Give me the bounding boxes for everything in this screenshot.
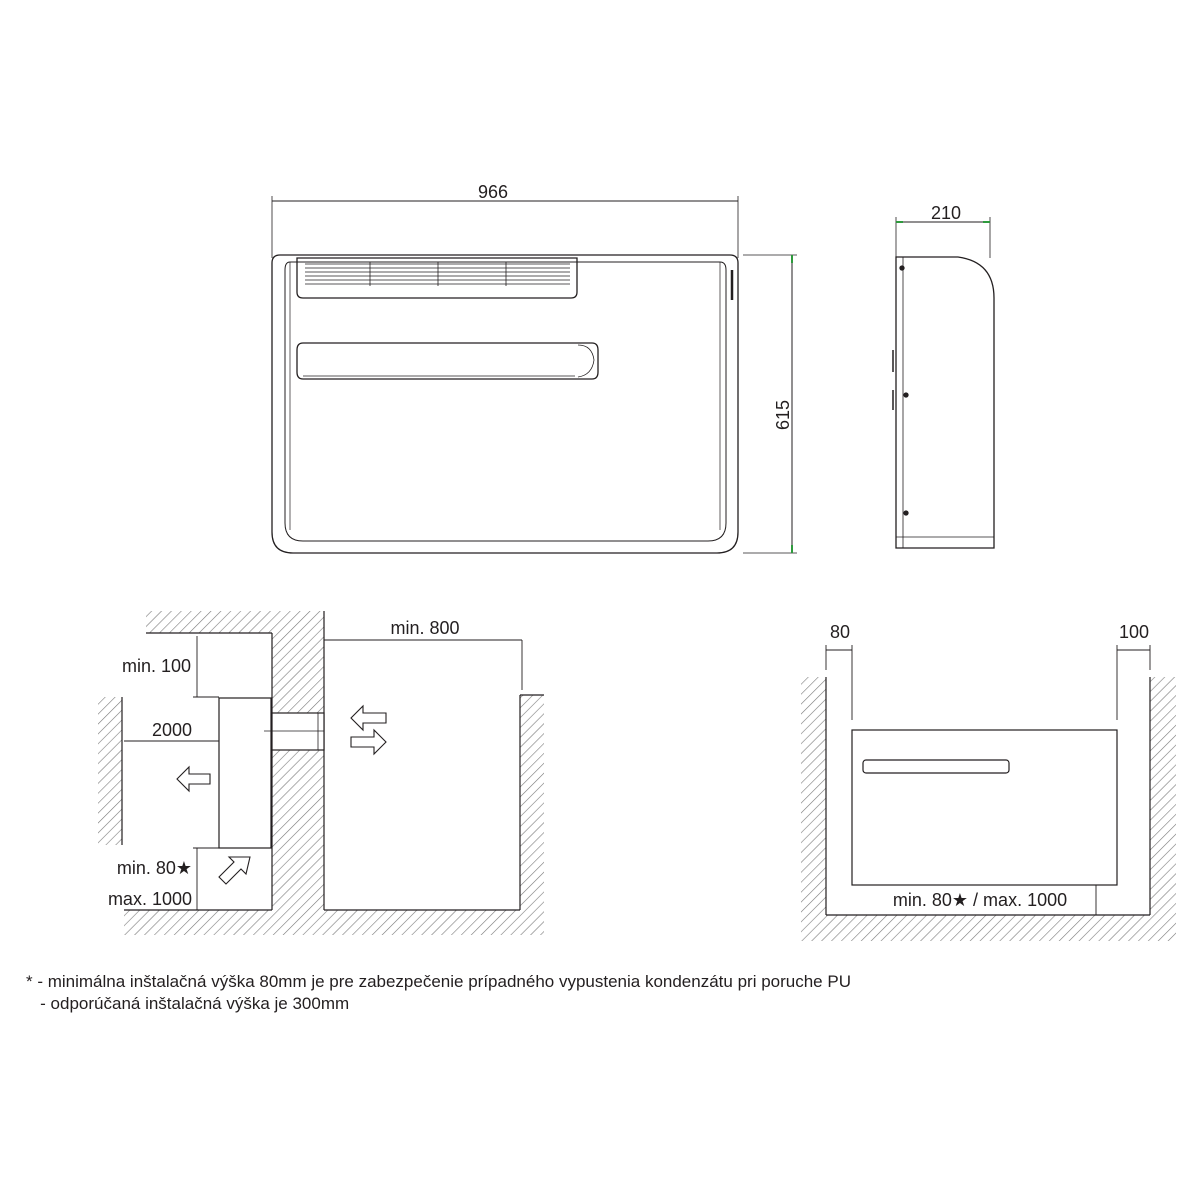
right-clearance-label: 100 — [1118, 622, 1150, 642]
min-top-label: min. 100 — [121, 656, 191, 676]
outside-wall-hatch — [98, 697, 122, 845]
height-dimension-label: 615 — [773, 399, 793, 431]
intake-right-arrow — [351, 706, 386, 730]
intake-up-arrow — [219, 857, 250, 884]
side-view — [893, 217, 994, 548]
floor-clearance-label: min. 80★ / max. 1000 — [892, 890, 1068, 910]
unit-front-panel — [285, 262, 726, 541]
control-display-bar — [297, 343, 598, 379]
wall-duct — [272, 713, 324, 750]
front-view — [272, 196, 738, 553]
unit-side-section — [219, 698, 271, 848]
exhaust-left-arrow — [177, 767, 210, 791]
min-bottom-label: min. 80★ — [116, 858, 192, 878]
min-front-label: min. 800 — [390, 618, 460, 638]
side-profile — [896, 257, 994, 548]
max-bottom-label: max. 1000 — [107, 889, 192, 909]
depth-dimension-label: 210 — [930, 203, 962, 223]
width-dimension-label: 966 — [477, 182, 509, 202]
exhaust-right-arrow — [351, 730, 386, 754]
top-air-grille — [297, 258, 577, 298]
footnote-line-2: - odporúčaná inštalačná výška je 300mm — [26, 994, 350, 1013]
left-clearance-label: 80 — [829, 622, 851, 642]
unit-front-section — [852, 730, 1117, 885]
distance-left-label: 2000 — [151, 720, 193, 740]
unit-casing-outer — [272, 255, 738, 553]
footnote-line-1: * - minimálna inštalačná výška 80mm je pre zabezpečenie prípadného vypustenia kondenzátu pri poruche PU — [26, 972, 851, 991]
